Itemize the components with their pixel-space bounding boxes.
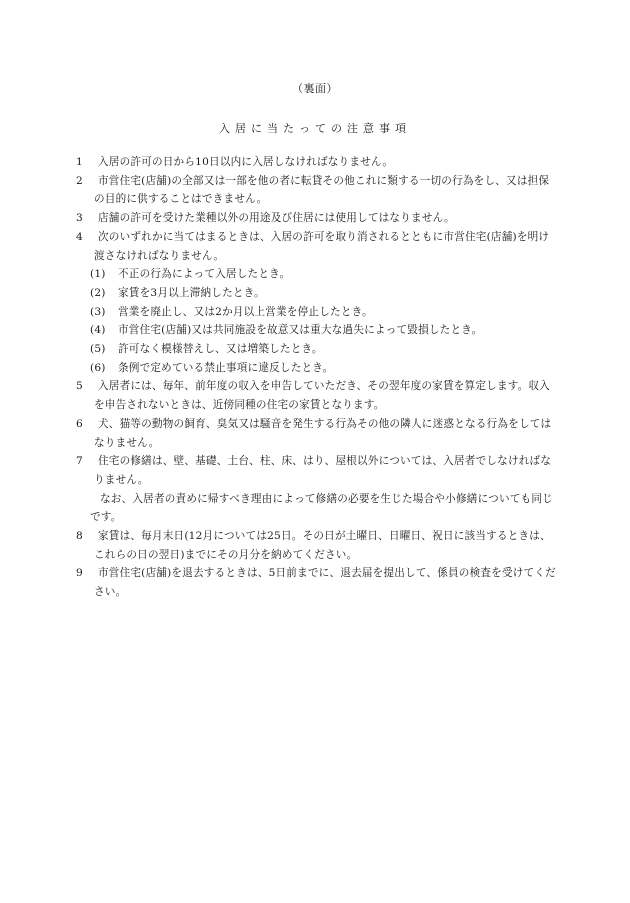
item-number: 8 [76,530,83,543]
item-text: 次のいずれかに当てはまるときは、入居の許可を取り消されるとともに市営住宅(店舗)を明け渡さなければなりません。 [94,230,550,262]
sub-item-number: (2) [90,286,106,299]
item-text: 市営住宅(店舗)を退去するときは、5日前までに、退去届を提出して、係員の検査を受けてください。 [94,567,556,599]
notice-item-5 [76,377,556,414]
sub-item-text: 営業を廃止し、又は2か月以上営業を停止したとき。 [118,305,373,318]
notice-item-4 [76,228,556,265]
notice-item-7-note: なお、入居者の責めに帰すべき理由によって修繕の必要を生じた場合や小修繕についても同じです。 [90,492,553,524]
sub-item-text: 市営住宅(店舗)又は共同施設を故意又は重大な過失によって毀損したとき。 [118,324,483,337]
item-number: 7 [76,455,83,468]
document-title: 入居に当たっての注意事項 [219,122,411,135]
item-number: 4 [76,230,83,243]
sub-item-number: (3) [90,305,106,318]
notice-item-2 [76,172,556,209]
notice-item-7 [76,452,556,489]
notice-item-8 [76,527,556,564]
item-number: 1 [76,156,83,168]
sub-item-number: (6) [90,361,106,374]
sub-item-5 [76,340,556,359]
item-text: 市営住宅(店舗)の全部又は一部を他の者に転貸その他これに類する一切の行為をし、又は担保の目的に供することはできません。 [94,174,550,206]
sub-item-text: 許可なく模様替えし、又は増築したとき。 [118,343,323,356]
item-number: 2 [76,174,83,187]
sub-item-3 [76,303,556,322]
sub-item-text: 不正の行為によって入居したとき。 [118,268,291,281]
sub-item-number: (1) [90,268,106,281]
page-side-label: （裏面） [292,82,338,95]
item-text: 入居の許可の日から10日以内に入居しなければなりません。 [98,156,394,168]
item-text: 犬、猫等の動物の飼育、臭気又は騒音を発生する行為その他の隣人に迷惑となる行為をしてはなりません。 [94,417,552,449]
notice-item-9 [76,564,556,601]
sub-item-6 [76,359,556,378]
sub-item-2 [76,284,556,303]
sub-item-number: (5) [90,343,106,356]
notice-item-3 [76,209,556,228]
item-number: 5 [76,380,83,393]
sub-item-number: (4) [90,324,106,337]
item-text: 入居者には、毎年、前年度の収入を申告していただき、その翌年度の家賃を算定します。収入を申告されないときは、近傍同種の住宅の家賃となります。 [94,380,551,412]
notice-list [76,153,556,602]
item-text: 家賃は、毎月末日(12月については25日。その日が土曜日、日曜日、祝日に該当するときは、これらの日の翌日)までにその月分を納めてください。 [94,530,551,561]
item-number: 9 [76,567,83,580]
item-number: 6 [76,417,83,430]
notice-item-1 [76,153,556,172]
item-number: 3 [76,212,83,225]
sub-item-text: 条例で定めている禁止事項に違反したとき。 [118,361,334,374]
sub-item-4 [76,321,556,340]
item-text: 住宅の修繕は、壁、基礎、土台、柱、床、はり、屋根以外については、入居者でしなければなりません。 [94,455,552,486]
sub-item-text: 家賃を3月以上滞納したとき。 [118,286,265,299]
item-text: 店舗の許可を受けた業種以外の用途及び住居には使用してはなりません。 [98,212,455,225]
notice-item-6 [76,415,556,452]
sub-item-1 [76,265,556,284]
